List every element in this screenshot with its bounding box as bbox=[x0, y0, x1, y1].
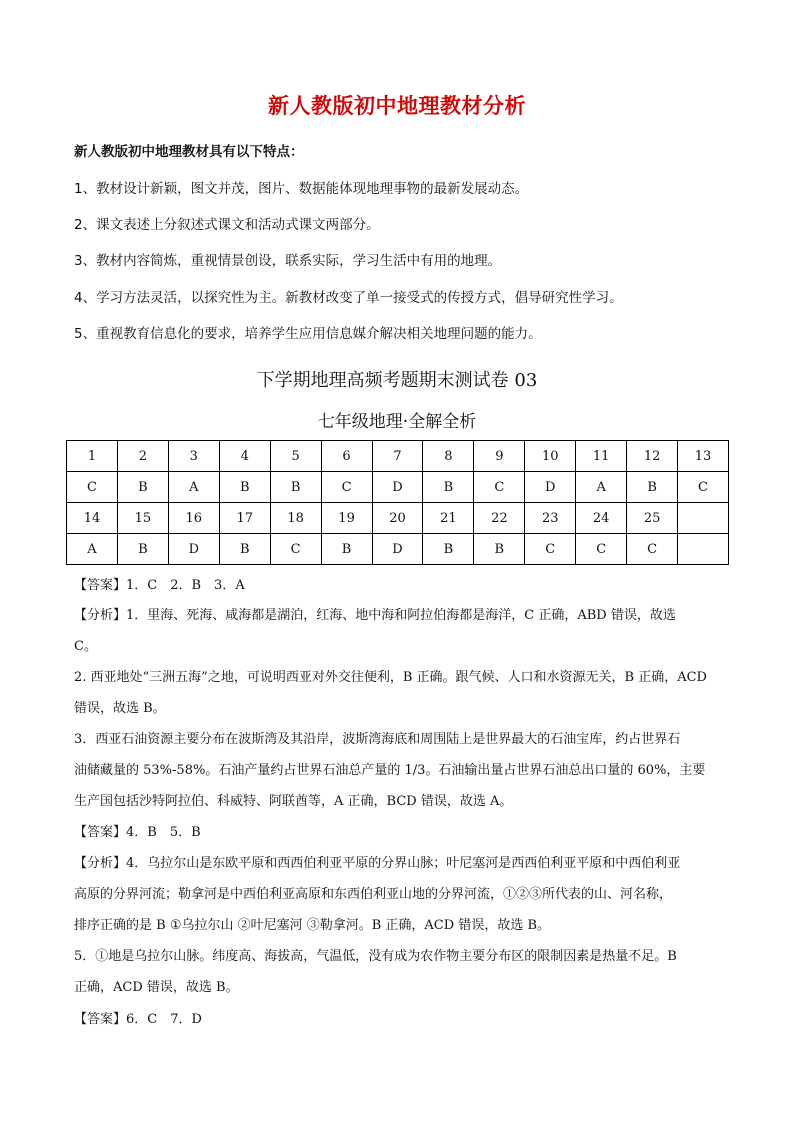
question-number-cell: 23 bbox=[525, 503, 576, 534]
answer-cell: C bbox=[270, 534, 321, 565]
document-title: 新人教版初中地理教材分析 bbox=[268, 94, 526, 118]
question-number-cell: 13 bbox=[678, 441, 729, 472]
answer-cell: B bbox=[117, 534, 168, 565]
answer-cell: B bbox=[117, 472, 168, 503]
answer-cell: A bbox=[576, 472, 627, 503]
analysis-text: 生产国包括沙特阿拉伯、科威特、阿联酋等，A 正确，BCD 错误，故选 A。 bbox=[74, 794, 513, 809]
answer-cell: B bbox=[423, 472, 474, 503]
question-number-row bbox=[67, 503, 729, 534]
answer-cell: A bbox=[168, 472, 219, 503]
feature-item: 1、教材设计新颖，图文并茂，图片、数据能体现地理事物的最新发展动态。 bbox=[74, 181, 529, 197]
test-title: 下学期地理高频考题期末测试卷 03 bbox=[256, 370, 538, 391]
answer-cell: C bbox=[474, 472, 525, 503]
test-subtitle: 七年级地理·全解全析 bbox=[317, 412, 477, 432]
question-number-cell: 6 bbox=[321, 441, 372, 472]
answer-cell: C bbox=[627, 534, 678, 565]
answer-cell: C bbox=[576, 534, 627, 565]
analysis-text: 【分析】4．乌拉尔山是东欧平原和西西伯利亚平原的分界山脉；叶尼塞河是西西伯利亚平原和中西伯利亚 bbox=[74, 856, 681, 871]
analysis-text: 3．西亚石油资源主要分布在波斯湾及其沿岸，波斯湾海底和周围陆上是世界最大的石油宝库，约占世界石 bbox=[74, 732, 681, 747]
question-number-cell: 5 bbox=[270, 441, 321, 472]
answer-text: 【答案】6．C 7．D bbox=[74, 1012, 202, 1027]
question-number-cell: 21 bbox=[423, 503, 474, 534]
analysis-paragraph-3 bbox=[74, 724, 722, 817]
answer-line bbox=[74, 570, 722, 601]
question-number-cell: 4 bbox=[219, 441, 270, 472]
feature-item: 3、教材内容简炼，重视情景创设，联系实际，学习生活中有用的地理。 bbox=[74, 253, 502, 269]
answer-line bbox=[74, 1004, 722, 1035]
analysis-paragraph-1 bbox=[74, 600, 722, 662]
question-number-cell: 19 bbox=[321, 503, 372, 534]
answer-cell: D bbox=[372, 472, 423, 503]
question-number-cell: 12 bbox=[627, 441, 678, 472]
question-number-cell: 10 bbox=[525, 441, 576, 472]
answer-cell: C bbox=[321, 472, 372, 503]
question-number-cell: 17 bbox=[219, 503, 270, 534]
answer-cell: B bbox=[219, 472, 270, 503]
analysis-text: 排序正确的是 B ①乌拉尔山 ②叶尼塞河 ③勒拿河。B 正确，ACD 错误，故选 B。 bbox=[74, 918, 550, 933]
analysis-text: 高原的分界河流；勒拿河是中西伯利亚高原和东西伯利亚山地的分界河流，①②③所代表的山、河名称， bbox=[74, 887, 673, 902]
question-number-cell: 1 bbox=[67, 441, 118, 472]
question-number-cell: 16 bbox=[168, 503, 219, 534]
question-number-cell: 9 bbox=[474, 441, 525, 472]
answer-cell bbox=[678, 534, 729, 565]
answer-cell: B bbox=[219, 534, 270, 565]
answer-cell: D bbox=[525, 472, 576, 503]
question-number-cell: 8 bbox=[423, 441, 474, 472]
answer-cell: C bbox=[678, 472, 729, 503]
question-number-cell: 22 bbox=[474, 503, 525, 534]
question-number-cell: 2 bbox=[117, 441, 168, 472]
answer-cell: B bbox=[270, 472, 321, 503]
question-number-cell bbox=[678, 503, 729, 534]
answer-row bbox=[67, 472, 729, 503]
analysis-text: 2. 西亚地处“三洲五海”之地，可说明西亚对外交往便利，B 正确。跟气候、人口和水资源无关，B 正确，ACD bbox=[74, 670, 707, 685]
answer-text: 【答案】4．B 5．B bbox=[74, 825, 201, 840]
analysis-paragraph-5 bbox=[74, 941, 722, 1003]
answer-text: 【答案】1．C 2．B 3．A bbox=[74, 578, 245, 593]
feature-item: 5、重视教育信息化的要求，培养学生应用信息媒介解决相关地理问题的能力。 bbox=[74, 326, 542, 342]
analysis-paragraph-4 bbox=[74, 848, 722, 941]
answer-cell: A bbox=[67, 534, 118, 565]
answer-line bbox=[74, 817, 722, 848]
analysis-text: 油储藏量的 53%-58%。石油产量约占世界石油总产量的 1/3。石油输出量占世界石油总出口量的 60%，主要 bbox=[74, 763, 706, 778]
analysis-text: 5．①地是乌拉尔山脉。纬度高、海拔高，气温低，没有成为农作物主要分布区的限制因素是热量不足。B bbox=[74, 949, 677, 964]
question-number-cell: 24 bbox=[576, 503, 627, 534]
feature-item: 4、学习方法灵活，以探究性为主。新教材改变了单一接受式的传授方式，倡导研究性学习。 bbox=[74, 290, 623, 306]
question-number-cell: 14 bbox=[67, 503, 118, 534]
analysis-text: 错误，故选 B。 bbox=[74, 701, 166, 716]
question-number-cell: 11 bbox=[576, 441, 627, 472]
analysis-text: 【分析】1．里海、死海、咸海都是湖泊，红海、地中海和阿拉伯海都是海洋，C 正确，ABD 错误，故选 bbox=[74, 608, 676, 623]
answer-cell: B bbox=[321, 534, 372, 565]
answer-cell: B bbox=[423, 534, 474, 565]
answer-cell: B bbox=[627, 472, 678, 503]
analysis-text: 正确，ACD 错误，故选 B。 bbox=[74, 980, 239, 995]
answer-table bbox=[66, 440, 729, 565]
question-number-cell: 20 bbox=[372, 503, 423, 534]
question-number-row bbox=[67, 441, 729, 472]
question-number-cell: 3 bbox=[168, 441, 219, 472]
answer-cell: B bbox=[474, 534, 525, 565]
analysis-paragraph-2 bbox=[74, 662, 722, 724]
question-number-cell: 18 bbox=[270, 503, 321, 534]
question-number-cell: 25 bbox=[627, 503, 678, 534]
answer-cell: C bbox=[67, 472, 118, 503]
answer-row bbox=[67, 534, 729, 565]
question-number-cell: 7 bbox=[372, 441, 423, 472]
answer-cell: D bbox=[372, 534, 423, 565]
feature-item: 2、课文表述上分叙述式课文和活动式课文两部分。 bbox=[74, 217, 380, 233]
intro-heading: 新人教版初中地理教材具有以下特点： bbox=[74, 144, 304, 160]
question-number-cell: 15 bbox=[117, 503, 168, 534]
answer-cell: D bbox=[168, 534, 219, 565]
analysis-text: C。 bbox=[74, 639, 97, 654]
answer-cell: C bbox=[525, 534, 576, 565]
